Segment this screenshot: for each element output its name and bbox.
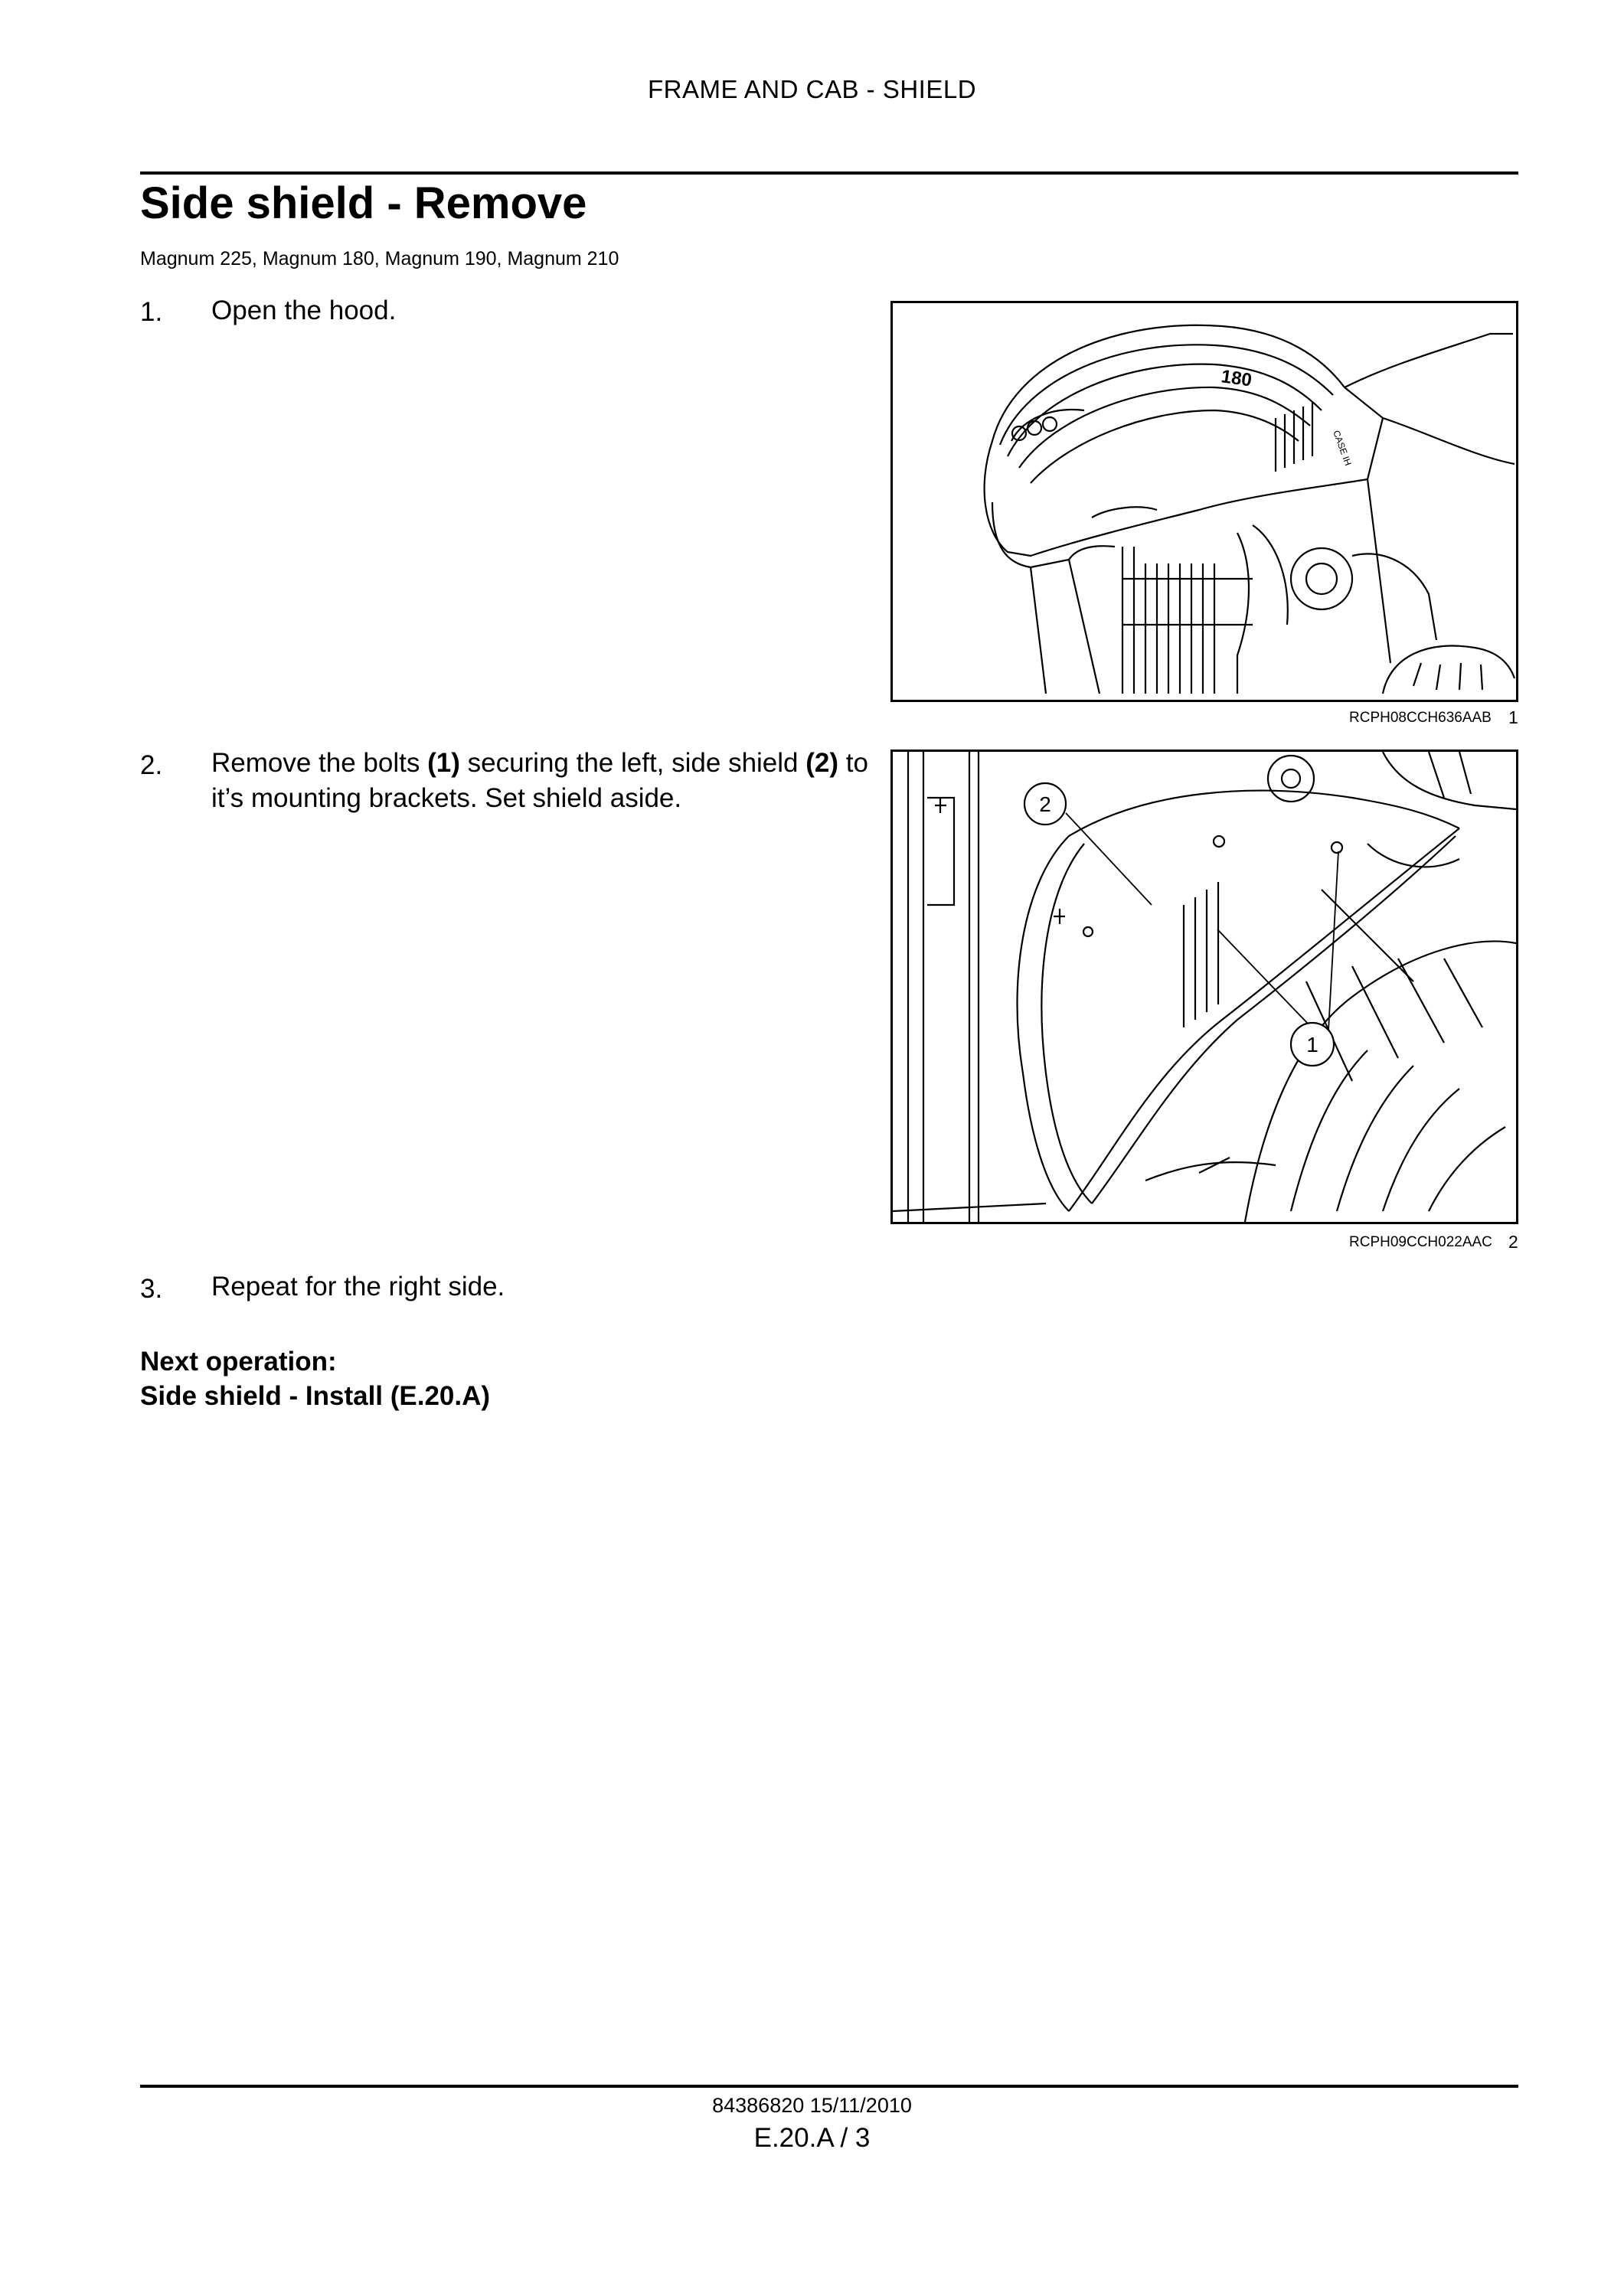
step-2-text-a: Remove the bolts — [211, 748, 428, 778]
step-1-number: 1. — [140, 297, 163, 327]
next-operation — [140, 1344, 490, 1413]
step-3-text: Repeat for the right side. — [211, 1272, 505, 1302]
footer-doc-code: 84386820 15/11/2010 — [712, 2094, 912, 2117]
figure-1-code: RCPH08CCH636AAB — [1349, 710, 1492, 726]
figure-1-number: 1 — [1508, 707, 1518, 727]
step-2-number: 2. — [140, 750, 163, 780]
bolt-reference: (1) — [427, 748, 460, 778]
header-divider — [140, 171, 1518, 175]
step-2-text-c: to it’s mounting brackets. Set shield aside. — [211, 748, 868, 813]
footer-page-number: E.20.A / 3 — [753, 2123, 871, 2153]
step-1-text: Open the hood. — [211, 296, 397, 325]
applicable-models: Magnum 225, Magnum 180, Magnum 190, Magnum 210 — [140, 248, 619, 269]
section-header: FRAME AND CAB - SHIELD — [647, 75, 977, 103]
figure-1-hood-open — [890, 301, 1518, 702]
callout-1: 1 — [1306, 1033, 1318, 1057]
figure-2-side-shield — [890, 750, 1518, 1224]
shield-reference: (2) — [805, 748, 839, 778]
hood-badge-180: 180 — [1220, 366, 1253, 391]
step-2-text-b: securing the left, side shield — [459, 748, 806, 778]
hood-brand-text: CASE IH — [1331, 429, 1354, 468]
next-operation-link[interactable]: Side shield - Install (E.20.A) — [140, 1381, 491, 1411]
step-2-text — [211, 746, 900, 816]
figure-2-code: RCPH09CCH022AAC — [1349, 1234, 1492, 1250]
next-operation-label: Next operation: — [140, 1347, 337, 1377]
footer-divider — [140, 2085, 1518, 2088]
step-3-number: 3. — [140, 1274, 163, 1304]
callout-2: 2 — [1039, 792, 1051, 816]
page-title: Side shield - Remove — [140, 178, 587, 228]
figure-2-number: 2 — [1508, 1232, 1518, 1252]
